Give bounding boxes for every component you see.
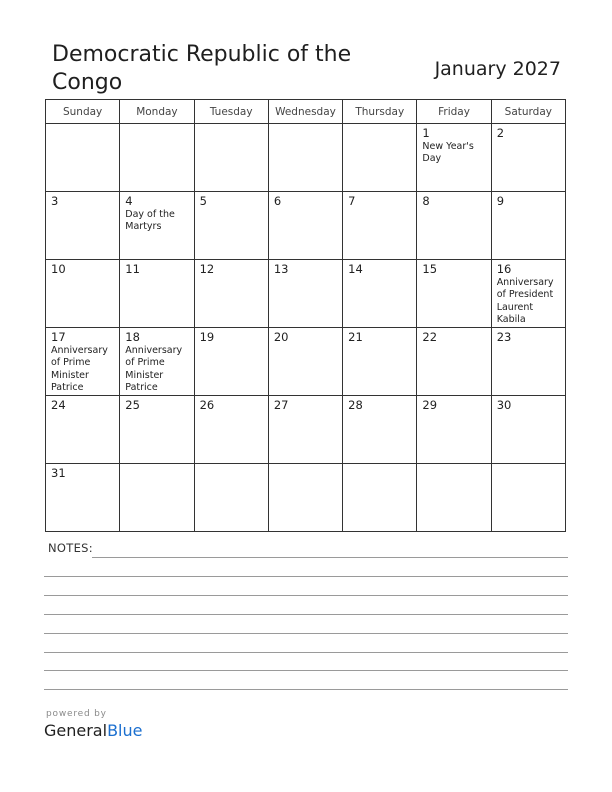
notes-line: [44, 670, 568, 671]
week-row: [46, 192, 566, 260]
day-cell: [120, 192, 194, 260]
day-cell: [194, 396, 268, 464]
day-cell: [491, 260, 565, 328]
day-number: 23: [496, 330, 512, 344]
day-cell: [268, 192, 342, 260]
day-cell: [194, 464, 268, 532]
day-cell: [417, 192, 491, 260]
day-number: 18: [125, 330, 140, 344]
week-row: [46, 464, 566, 532]
day-number: 17: [51, 330, 66, 344]
day-cell: [491, 192, 565, 260]
day-number: 3: [51, 194, 59, 208]
day-number: 13: [273, 262, 289, 276]
day-number: 21: [348, 330, 363, 344]
day-number: 1: [422, 126, 430, 140]
day-number: 5: [199, 194, 207, 208]
day-cell: [46, 260, 120, 328]
notes-line: [44, 595, 568, 596]
weekday-header-row: [46, 100, 566, 124]
day-number: 9: [496, 194, 505, 208]
day-number: 22: [422, 330, 438, 344]
day-cell: [417, 464, 491, 532]
weekday-header: Friday: [417, 100, 491, 124]
day-number: 26: [199, 398, 215, 412]
day-number: 6: [273, 194, 282, 208]
notes-line: [44, 576, 568, 577]
day-cell: [194, 328, 268, 396]
weekday-header: Tuesday: [194, 100, 268, 124]
day-cell: [46, 192, 120, 260]
day-cell: [491, 396, 565, 464]
notes-line: [44, 689, 568, 690]
day-cell: [46, 396, 120, 464]
day-cell: [268, 328, 342, 396]
day-cell: [120, 124, 194, 192]
day-number: 11: [125, 262, 140, 276]
day-number: 30: [496, 398, 512, 412]
day-cell: [46, 328, 120, 396]
powered-by-text: powered by: [46, 709, 107, 719]
day-cell: [268, 464, 342, 532]
day-cell: [343, 260, 417, 328]
day-cell: [343, 396, 417, 464]
generalblue-logo: [44, 721, 142, 740]
holiday-label: Anniversary of President Laurent Kabila: [496, 277, 554, 325]
day-cell: [491, 464, 565, 532]
day-cell: [46, 124, 120, 192]
day-number: 7: [348, 194, 356, 208]
holiday-label: Anniversary of Prime Minister Patrice: [51, 345, 108, 393]
day-cell: [194, 260, 268, 328]
day-number: 4: [125, 194, 133, 208]
weekday-header: Wednesday: [268, 100, 342, 124]
day-cell: [120, 260, 194, 328]
day-cell: [417, 396, 491, 464]
day-cell: [268, 260, 342, 328]
day-number: 14: [348, 262, 363, 276]
day-cell: [417, 328, 491, 396]
day-cell: [194, 192, 268, 260]
day-number: 12: [199, 262, 215, 276]
brand-general: General: [44, 721, 108, 740]
notes-line: [44, 614, 568, 615]
day-number: 31: [51, 466, 66, 480]
day-cell: [491, 328, 565, 396]
day-cell: [120, 464, 194, 532]
weekday-header: Monday: [120, 100, 194, 124]
day-number: 8: [422, 194, 430, 208]
day-cell: [120, 328, 194, 396]
holiday-label: Anniversary of Prime Minister Patrice: [125, 345, 183, 393]
day-cell: [120, 396, 194, 464]
week-row: [46, 124, 566, 192]
day-number: 15: [422, 262, 438, 276]
week-row: [46, 396, 566, 464]
day-number: 2: [496, 126, 505, 140]
day-number: 16: [496, 262, 512, 276]
day-number: 28: [348, 398, 363, 412]
day-cell: [268, 396, 342, 464]
day-cell: [417, 124, 491, 192]
weekday-header: Sunday: [46, 100, 120, 124]
holiday-label: Day of the Martyrs: [125, 209, 175, 233]
notes-line: [44, 633, 568, 634]
day-number: 29: [422, 398, 438, 412]
calendar-grid: [45, 99, 566, 532]
day-cell: [343, 124, 417, 192]
day-number: 10: [51, 262, 66, 276]
day-cell: [343, 464, 417, 532]
weekday-header: Thursday: [343, 100, 417, 124]
day-cell: [343, 328, 417, 396]
day-number: 20: [273, 330, 289, 344]
day-cell: [268, 124, 342, 192]
day-cell: [343, 192, 417, 260]
week-row: [46, 260, 566, 328]
holiday-label: New Year's Day: [422, 141, 474, 165]
month-year: January 2027: [434, 58, 561, 80]
notes-line: [44, 652, 568, 653]
brand-blue: Blue: [107, 721, 143, 740]
day-cell: [46, 464, 120, 532]
day-number: 27: [273, 398, 289, 412]
day-cell: [194, 124, 268, 192]
day-number: 25: [125, 398, 140, 412]
day-cell: [417, 260, 491, 328]
week-row: [46, 328, 566, 396]
day-cell: [491, 124, 565, 192]
notes-label: NOTES:: [48, 541, 93, 555]
weekday-header: Saturday: [491, 100, 565, 124]
day-number: 24: [51, 398, 66, 412]
calendar-title: Democratic Republic of the Congo: [52, 42, 352, 95]
notes-line: [92, 557, 568, 558]
day-number: 19: [199, 330, 215, 344]
